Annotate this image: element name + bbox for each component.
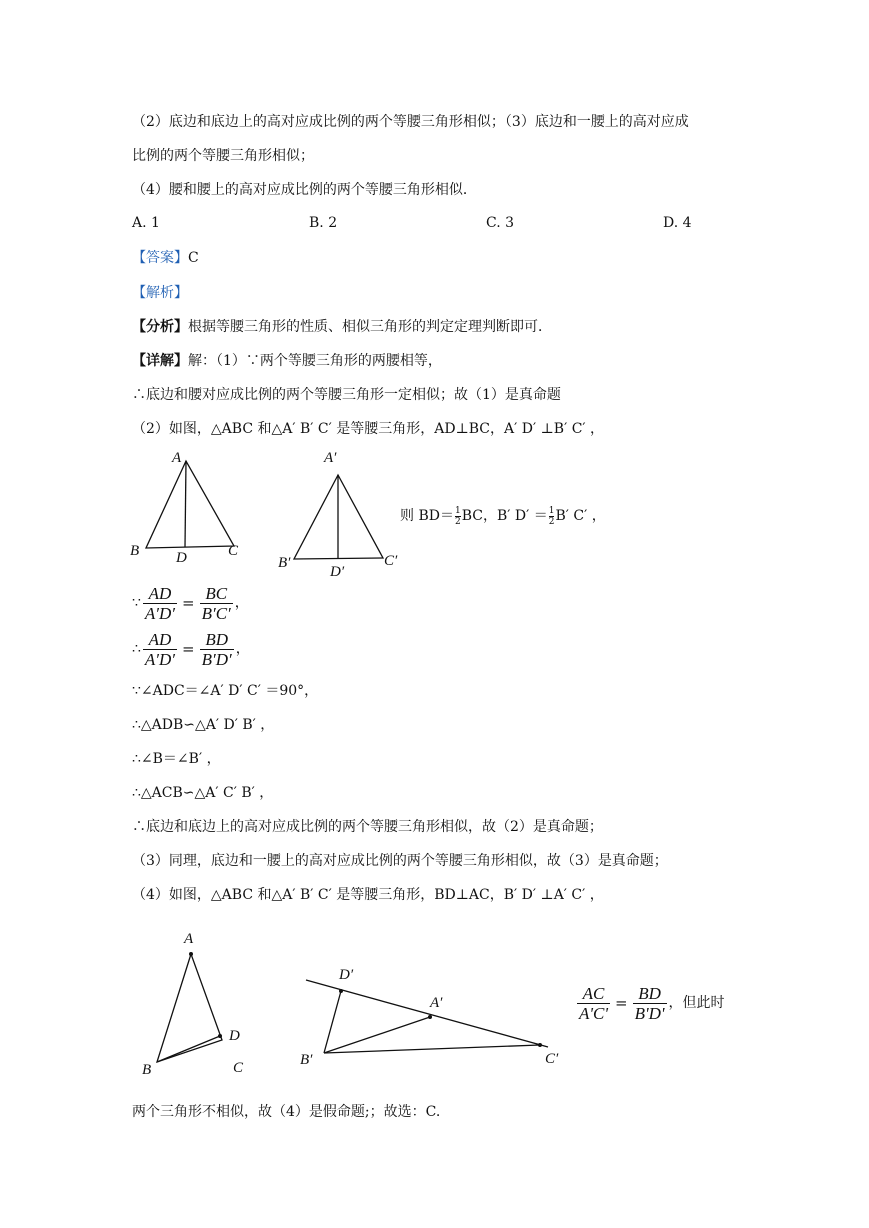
fraction-bd-over-b1d1: $\frac{BD}{B'D'}$ [201, 629, 232, 669]
statement-line-2: 比例的两个等腰三角形相似； [132, 148, 314, 164]
fig1-label-b: B [130, 543, 140, 559]
fig1-label-d: D [176, 550, 187, 566]
fig1-label-a: A [172, 450, 182, 466]
option-d: D. 4 [663, 215, 692, 231]
xiangjie-text: 解：（1）∵两个等腰三角形的两腰相等， [188, 353, 442, 369]
option-a: A. 1 [132, 215, 160, 231]
fig1-label-b-prime: B′ [278, 555, 291, 571]
fraction-bd-over-b1d1-2: $\frac{BD}{B'D'}$ [634, 983, 665, 1023]
fenxi-tag: 【分析】 [132, 319, 188, 335]
statement-line-3: （4）腰和腰上的高对应成比例的两个等腰三角形相似． [132, 182, 477, 198]
fenxi-text: 根据等腰三角形的性质、相似三角形的判定定理判断即可． [188, 319, 552, 335]
fig2-label-d-prime: D′ [339, 967, 354, 983]
body-line-c7: （4）如图，△ABC 和△A′ B′ C′ 是等腰三角形，BD⊥AC，B′ D′ ⊥A′ C′ ， [132, 887, 604, 903]
statement-line-1: （2）底边和底边上的高对应成比例的两个等腰三角形相似；（3）底边和一腰上的高对应成 [132, 114, 689, 130]
figure-isosceles-base-altitude [128, 445, 418, 585]
option-b: B. 2 [309, 215, 338, 231]
ratio-line-1: ∵ $\frac{AD}{A'D'}$ = $\frac{BC}{B'C'}$ ， [132, 583, 249, 623]
option-c: C. 3 [486, 215, 515, 231]
body-line-c3: ∴∠B＝∠B′ ， [132, 751, 221, 767]
half-fraction-1: $\frac{1}{2}$ [454, 505, 461, 527]
fig1-label-c-prime: C′ [384, 553, 398, 569]
ratio-line-3: $\frac{AC}{A'C'}$ = $\frac{BD}{B'D'}$ ，但此时 [579, 983, 725, 1023]
answer-value: C [188, 250, 199, 266]
body-line-1: ∴底边和腰对应成比例的两个等腰三角形一定相似；故（1）是真命题 [132, 387, 561, 403]
fig2-label-b-prime: B′ [300, 1052, 313, 1068]
answer-tag: 【答案】 [132, 250, 188, 266]
then-bd-line: 则 BD＝ $\frac{1}{2}$ BC，B′ D′ ＝ $\frac{1}{2}$ B′ C′ ， [400, 505, 606, 527]
analysis-tag: 【解析】 [132, 285, 188, 301]
fig2-label-b: B [142, 1062, 152, 1078]
fig1-label-a-prime: A′ [324, 450, 337, 466]
body-line-c2: ∴△ADB∽△A′ D′ B′ ， [132, 717, 275, 733]
body-line-last: 两个三角形不相似，故（4）是假命题;；故选：C. [132, 1104, 441, 1120]
fig1-label-c: C [228, 543, 239, 559]
fraction-ac-over-a1c1: $\frac{AC}{A'C'}$ [579, 983, 608, 1023]
fenxi-line [132, 318, 552, 336]
body-line-c4: ∴△ACB∽△A′ C′ B′ ， [132, 785, 274, 801]
answer-line [132, 249, 199, 267]
fig2-label-c-prime: C′ [545, 1051, 559, 1067]
body-line-2: （2）如图，△ABC 和△A′ B′ C′ 是等腰三角形，AD⊥BC，A′ D′ ⊥B′ C′ ， [132, 421, 605, 437]
fraction-bc-over-b1c1: $\frac{BC}{B'C'}$ [201, 583, 231, 623]
ratio-line-2: ∴ $\frac{AD}{A'D'}$ = $\frac{BD}{B'D'}$ ， [132, 629, 250, 669]
fig1-label-d-prime: D′ [330, 564, 345, 580]
fraction-ad-over-a1d1: $\frac{AD}{A'D'}$ [144, 583, 176, 623]
body-line-c1: ∵∠ADC＝∠A′ D′ C′ ＝90°， [132, 683, 319, 699]
figure-isosceles-leg-altitude [128, 925, 568, 1085]
body-line-c6: （3）同理，底边和一腰上的高对应成比例的两个等腰三角形相似，故（3）是真命题； [132, 853, 668, 869]
fig2-label-a: A [184, 931, 194, 947]
xiangjie-line [132, 352, 442, 370]
xiangjie-tag: 【详解】 [132, 353, 188, 369]
fraction-ad-over-a1d1-2: $\frac{AD}{A'D'}$ [144, 629, 176, 669]
fig2-label-c: C [233, 1060, 244, 1076]
body-line-c5: ∴底边和底边上的高对应成比例的两个等腰三角形相似，故（2）是真命题； [132, 819, 603, 835]
fig2-label-d: D [229, 1028, 240, 1044]
half-fraction-2: $\frac{1}{2}$ [548, 505, 555, 527]
fig2-label-a-prime: A′ [430, 995, 443, 1011]
